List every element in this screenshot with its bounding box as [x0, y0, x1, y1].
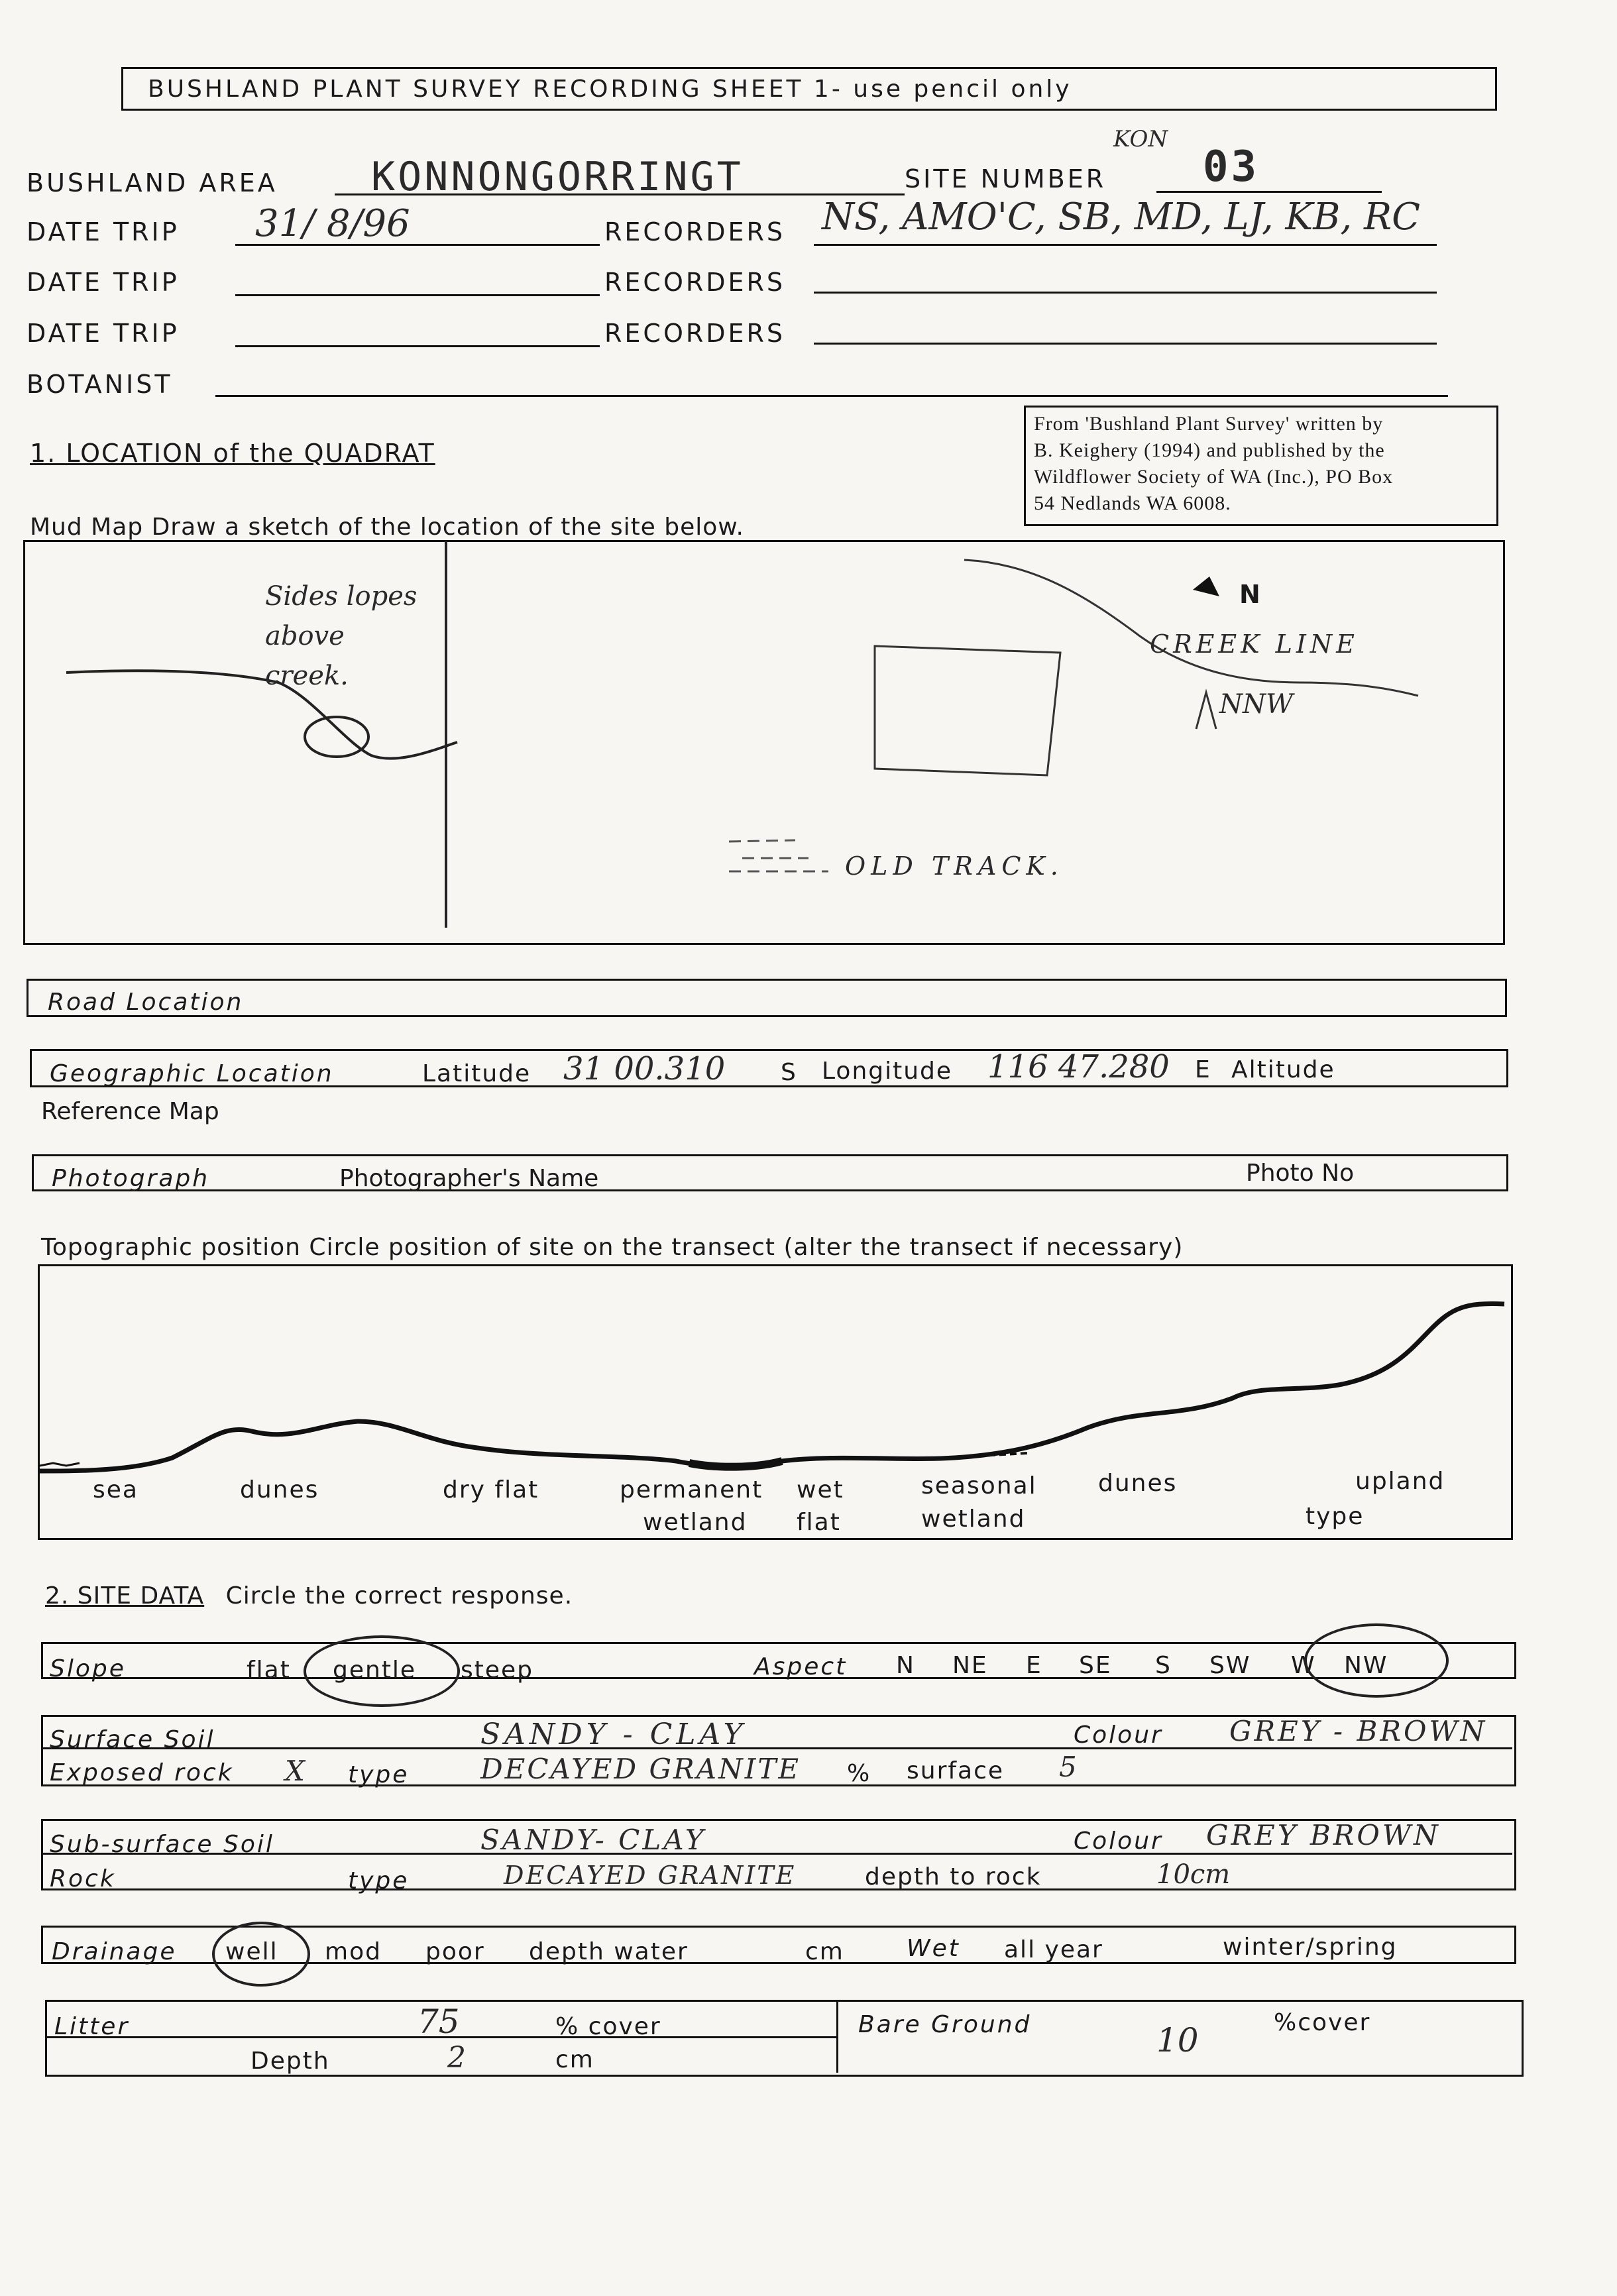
- longitude-value[interactable]: 116 47.280: [987, 1048, 1170, 1085]
- topo-label-wetland-1: wetland: [643, 1509, 748, 1536]
- longitude-label: Longitude: [822, 1058, 953, 1085]
- surface-label: surface: [907, 1757, 1005, 1784]
- topo-label-dunes-2: dunes: [1098, 1470, 1178, 1497]
- recorders-value[interactable]: NS, AMO'C, SB, MD, LJ, KB, RC: [822, 195, 1421, 239]
- slope-label: Slope: [50, 1655, 126, 1682]
- slope-option-flat[interactable]: flat: [247, 1657, 291, 1684]
- aspect-option-n[interactable]: N: [896, 1652, 915, 1679]
- depth-water-cm-label: cm: [805, 1938, 844, 1965]
- rock-label: Rock: [50, 1865, 116, 1892]
- depth-label: Depth: [251, 2048, 330, 2075]
- exposed-type-value[interactable]: DECAYED GRANITE: [480, 1753, 801, 1785]
- sub-surface-label: Sub-surface Soil: [50, 1831, 274, 1858]
- s-label: S: [781, 1059, 797, 1086]
- surface-colour-label: Colour: [1074, 1722, 1163, 1749]
- site-number-prefix: KON: [1113, 126, 1168, 152]
- site-number-label: SITE NUMBER: [905, 164, 1107, 193]
- photographer-label: Photographer's Name: [339, 1165, 599, 1192]
- depth-to-rock-value[interactable]: 10cm: [1156, 1859, 1231, 1890]
- recorders-label-3: RECORDERS: [604, 319, 786, 348]
- surface-soil-divider: [41, 1747, 1512, 1749]
- area-value[interactable]: KONNONGORRINGT: [371, 154, 744, 200]
- area-label: BUSHLAND AREA: [27, 168, 278, 197]
- slope-selected-circle: [304, 1635, 460, 1707]
- direction-label: NNW: [1219, 689, 1294, 720]
- drainage-option-mod[interactable]: mod: [325, 1938, 382, 1965]
- surface-value[interactable]: 5: [1059, 1751, 1077, 1783]
- aspect-option-s[interactable]: S: [1155, 1652, 1172, 1679]
- site-data-title: 2. SITE DATA: [45, 1582, 205, 1610]
- topo-label-dunes-1: dunes: [240, 1476, 319, 1503]
- location-heading: 1. LOCATION of the QUADRAT: [30, 439, 435, 468]
- topo-label-sea: sea: [93, 1476, 139, 1503]
- sub-colour-label: Colour: [1074, 1828, 1163, 1855]
- bare-cover-label: %cover: [1274, 2009, 1371, 2036]
- date-trip-label-1: DATE TRIP: [27, 217, 180, 246]
- creek-label: CREEK LINE: [1150, 629, 1359, 659]
- surface-soil-value[interactable]: SANDY - CLAY: [480, 1718, 747, 1751]
- reference-map-label: Reference Map: [41, 1098, 219, 1125]
- drainage-selected-circle: [212, 1922, 310, 1987]
- latitude-value[interactable]: 31 00.310: [563, 1050, 726, 1087]
- date-trip-label-3: DATE TRIP: [27, 319, 180, 348]
- photo-no-label: Photo No: [1246, 1160, 1355, 1187]
- rock-type-value[interactable]: DECAYED GRANITE: [504, 1861, 797, 1890]
- date-trip-value[interactable]: 31/ 8/96: [255, 202, 410, 245]
- bare-ground-value[interactable]: 10: [1156, 2021, 1199, 2059]
- wet-label: Wet: [907, 1935, 960, 1962]
- depth-cm-label: cm: [555, 2046, 594, 2073]
- mud-map-label: Mud Map Draw a sketch of the location of the site below.: [30, 514, 744, 541]
- topo-label-wet: wet: [797, 1476, 844, 1503]
- winter-spring-label: winter/spring: [1223, 1934, 1398, 1961]
- recorders-label-1: RECORDERS: [604, 217, 786, 246]
- aspect-selected-circle: [1304, 1623, 1449, 1698]
- drainage-option-poor[interactable]: poor: [425, 1938, 485, 1965]
- depth-water-label: depth water: [529, 1938, 689, 1965]
- credit-line-1: From 'Bushland Plant Survey' written by: [1034, 413, 1384, 435]
- site-data-instruction: Circle the correct response.: [225, 1582, 573, 1610]
- drainage-label: Drainage: [52, 1938, 177, 1965]
- all-year-label: all year: [1004, 1936, 1103, 1963]
- litter-value[interactable]: 75: [418, 2002, 460, 2041]
- bare-ground-label: Bare Ground: [858, 2011, 1032, 2038]
- topo-label-type: type: [1306, 1503, 1365, 1530]
- drainage-option-well[interactable]: well: [225, 1938, 278, 1965]
- surface-colour-value[interactable]: GREY - BROWN: [1229, 1715, 1488, 1747]
- exposed-rock-label: Exposed rock: [50, 1759, 234, 1786]
- slope-option-gentle[interactable]: gentle: [333, 1657, 417, 1684]
- exposed-type-label: type: [348, 1761, 410, 1788]
- site-number-value[interactable]: 03: [1203, 142, 1260, 191]
- topo-label-dry-flat: dry flat: [443, 1476, 539, 1503]
- date-trip-label-2: DATE TRIP: [27, 268, 180, 297]
- photograph-label: Photograph: [52, 1165, 210, 1192]
- credit-line-3: Wildflower Society of WA (Inc.), PO Box: [1034, 466, 1394, 488]
- north-label: N: [1239, 580, 1263, 609]
- recorders-label-2: RECORDERS: [604, 268, 786, 297]
- sheet-title: BUSHLAND PLANT SURVEY RECORDING SHEET 1- use pencil only: [148, 76, 1072, 103]
- topo-label-seasonal: seasonal: [921, 1472, 1037, 1500]
- altitude-label: Altitude: [1231, 1056, 1335, 1083]
- rock-type-label: type: [348, 1867, 410, 1894]
- road-location-label: Road Location: [48, 989, 244, 1016]
- topo-label-permanent: permanent: [620, 1476, 763, 1503]
- topographic-label: Topographic position Circle position of site on the transect (alter the transect if necessary): [41, 1234, 1184, 1261]
- topo-label-flat: flat: [797, 1509, 841, 1536]
- topo-label-upland: upland: [1355, 1468, 1445, 1495]
- e-label: E: [1195, 1056, 1211, 1083]
- credit-line-4: 54 Nedlands WA 6008.: [1034, 492, 1231, 514]
- aspect-option-se[interactable]: SE: [1079, 1652, 1112, 1679]
- aspect-option-nw[interactable]: NW: [1344, 1652, 1388, 1679]
- aspect-option-w[interactable]: W: [1291, 1652, 1316, 1679]
- litter-label: Litter: [54, 2013, 130, 2040]
- aspect-label: Aspect: [754, 1653, 848, 1680]
- litter-cover-label: % cover: [555, 2013, 661, 2040]
- geographic-label: Geographic Location: [50, 1060, 334, 1087]
- site-data-heading: [45, 1582, 573, 1610]
- sub-colour-value[interactable]: GREY BROWN: [1206, 1819, 1441, 1851]
- latitude-label: Latitude: [422, 1060, 531, 1087]
- slope-option-steep[interactable]: steep: [461, 1657, 534, 1684]
- aspect-option-e[interactable]: E: [1026, 1652, 1042, 1679]
- track-label: OLD TRACK.: [845, 851, 1064, 881]
- aspect-option-sw[interactable]: SW: [1209, 1652, 1251, 1679]
- aspect-option-ne[interactable]: NE: [952, 1652, 988, 1679]
- topo-label-wetland-2: wetland: [921, 1505, 1026, 1533]
- depth-to-rock-label: depth to rock: [865, 1863, 1042, 1890]
- depth-value[interactable]: 2: [447, 2041, 466, 2075]
- percent-label: %: [847, 1760, 871, 1787]
- botanist-label: BOTANIST: [27, 370, 173, 399]
- sketch-note: Sides lopes above creek.: [265, 581, 418, 691]
- exposed-rock-mark[interactable]: X: [285, 1755, 305, 1787]
- sub-surface-value[interactable]: SANDY- CLAY: [480, 1824, 706, 1856]
- credit-line-2: B. Keighery (1994) and published by the: [1034, 439, 1385, 461]
- surface-soil-label: Surface Soil: [50, 1726, 215, 1753]
